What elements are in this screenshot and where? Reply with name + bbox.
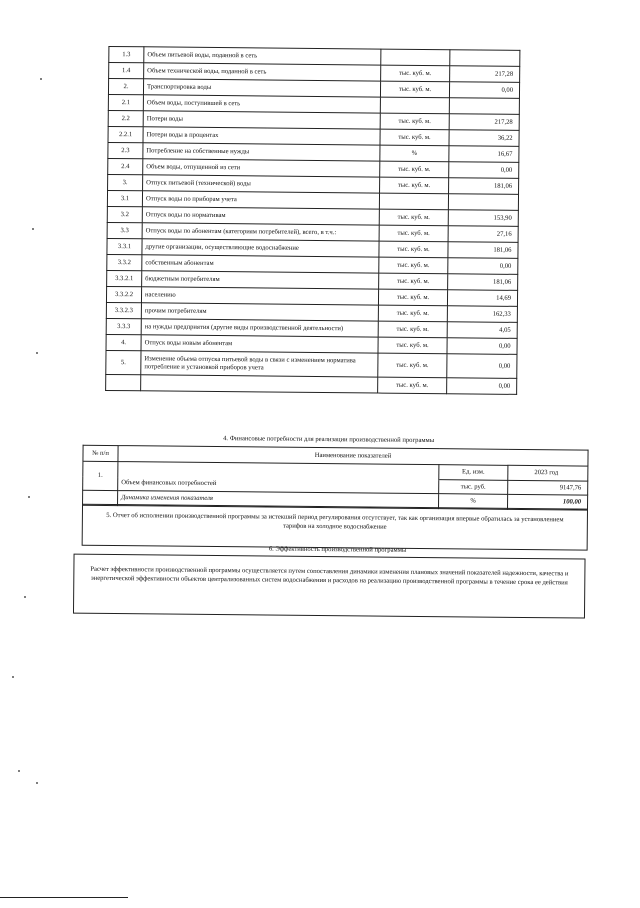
row-name: населению (141, 287, 378, 305)
row-value: 14,69 (447, 290, 517, 307)
row-unit: тыс. куб. м. (378, 353, 447, 378)
row-name: Объем технической воды, поданной в сеть (144, 63, 381, 81)
fin-row-value: 100,00 (507, 494, 587, 510)
scan-speck (32, 228, 34, 230)
row-number: 2.2 (108, 110, 143, 126)
row-name (141, 375, 378, 393)
row-value: 162,33 (447, 306, 517, 323)
section6-box (73, 554, 586, 619)
row-name: Отпуск воды по нормативам (142, 207, 379, 225)
fin-row-unit: тыс. руб. (439, 480, 508, 495)
row-unit: тыс. куб. м. (380, 81, 449, 98)
section4-title: 4. Финансовые потребности для реализации производственной программы (223, 435, 435, 445)
header-num: № п/п (83, 445, 118, 461)
section5-text: 5. Отчет об исполнении производственной программы за истекший период регулирования отсутствует, так как организация впервые обратилась за установлением тарифов на холодное водоснабжение (106, 511, 564, 531)
row-unit: тыс. куб. м. (379, 241, 448, 258)
row-value: 153,90 (448, 210, 518, 227)
row-unit (381, 49, 450, 66)
row-name: бюджетным потребителям (142, 271, 379, 289)
row-name: Транспортировка воды (143, 79, 380, 97)
row-name: прочим потребителям (141, 303, 378, 321)
row-value: 0,00 (449, 162, 519, 179)
section6-text: Расчет эффективности производственной программы осуществляется путем сопоставления динамики изменения плановых значений показателей надежности, качества и энергетической эффективности объектов централизованных систем водоснабжения и расходов на реализацию производственной программы в течение срока ее действия (90, 565, 569, 587)
scan-speck (12, 676, 14, 678)
page-bottom-rule (0, 897, 128, 898)
row-number: 1.4 (109, 62, 144, 78)
row-unit: тыс. куб. м. (380, 177, 449, 194)
row-number: 3.3.1 (107, 238, 142, 254)
row-unit: тыс. куб. м. (380, 129, 449, 146)
row-number: 2.2.1 (108, 126, 143, 142)
row-value (450, 50, 520, 67)
row-unit (379, 193, 448, 210)
fin-row-name: Динамика изменения показателя (118, 491, 439, 509)
row-name: Потери воды (143, 111, 380, 129)
row-name: Объем воды, поступившей в сеть (143, 95, 380, 113)
row-value: 36,22 (449, 130, 519, 147)
fin-row-unit: % (439, 494, 508, 510)
financial-needs-table (82, 445, 589, 511)
header-name: Наименование показателей (118, 446, 588, 467)
row-number: 3.3 (107, 222, 142, 238)
row-name: Отпуск питьевой (технической) воды (143, 175, 380, 193)
row-unit: тыс. куб. м. (379, 225, 448, 242)
row-name: Отпуск воды новым абонентам (141, 335, 378, 353)
scan-speck (24, 596, 26, 598)
row-value: 27,16 (448, 226, 518, 243)
row-unit: тыс. куб. м. (379, 257, 448, 274)
row-value (448, 194, 518, 211)
row-number: 3.1 (107, 190, 142, 206)
row-unit: % (380, 145, 449, 162)
scan-speck (18, 770, 20, 772)
row-number (106, 374, 141, 390)
row-value: 0,00 (447, 354, 517, 379)
row-name: Отпуск воды по приборам учета (142, 191, 379, 209)
row-unit: тыс. куб. м. (379, 273, 448, 290)
row-value: 181,06 (449, 178, 519, 195)
header-year: 2023 год (508, 465, 588, 481)
row-name: Объем питьевой воды, поданной в сеть (144, 47, 381, 65)
scan-speck (40, 78, 42, 80)
row-value: 0,00 (448, 258, 518, 275)
row-number: 3.3.2 (107, 254, 142, 270)
row-value: 16,67 (449, 146, 519, 163)
row-unit: тыс. куб. м. (380, 161, 449, 178)
row-name: на нужды предприятия (другие виды производственной деятельности) (141, 319, 378, 337)
scan-speck (36, 352, 38, 354)
row-value: 181,06 (448, 274, 518, 291)
row-unit: тыс. куб. м. (378, 305, 447, 322)
section6-title: 6. Эффективность производственной программы (268, 545, 407, 554)
fin-row-value: 9147,76 (508, 480, 588, 495)
row-number: 2.3 (108, 142, 143, 158)
water-balance-table (105, 46, 520, 395)
row-number: 3.3.2.2 (106, 286, 141, 302)
row-number: 3.2 (107, 206, 142, 222)
row-value: 217,28 (449, 114, 519, 131)
row-number: 1.3 (109, 46, 144, 62)
scan-speck (36, 782, 38, 784)
row-unit: тыс. куб. м. (378, 377, 447, 394)
row-name: Объем воды, отпущенной из сети (143, 159, 380, 177)
row-value (449, 98, 519, 115)
row-number: 3.3.2.1 (107, 270, 142, 286)
header-unit: Ед. изм. (439, 465, 508, 481)
row-value: 0,00 (447, 338, 517, 355)
row-name: Потребление на собственные нужды (143, 143, 380, 161)
row-name: собственным абонентам (142, 255, 379, 273)
row-number: 3.3.2.3 (106, 302, 141, 318)
row-number: 2.4 (108, 158, 143, 174)
row-name: другие организации, осуществляющие водоснабжение (142, 239, 379, 257)
row-unit: тыс. куб. м. (378, 337, 447, 354)
row-unit: тыс. куб. м. (380, 113, 449, 130)
fin-row-num: 1. (83, 461, 118, 490)
row-value: 4,05 (447, 322, 517, 339)
row-name: Потери воды в процентах (143, 127, 380, 145)
row-number: 3.3.3 (106, 318, 141, 334)
scan-speck (28, 496, 30, 498)
row-unit (380, 97, 449, 114)
row-unit: тыс. куб. м. (381, 65, 450, 82)
fin-row-name: Объем финансовых потребностей (118, 477, 439, 494)
row-number: 5. (106, 350, 141, 374)
row-number: 2.1 (108, 94, 143, 110)
row-unit: тыс. куб. м. (378, 289, 447, 306)
row-value: 0,00 (449, 82, 519, 99)
table-row (106, 374, 517, 394)
row-value: 0,00 (447, 378, 517, 395)
row-value: 217,28 (450, 66, 520, 83)
row-number: 4. (106, 334, 141, 350)
row-unit: тыс. куб. м. (378, 321, 447, 338)
row-name: Отпуск воды по абонентам (категориям потребителей), всего, в т.ч.: (142, 223, 379, 241)
row-value: 181,06 (448, 242, 518, 259)
row-number: 3. (108, 174, 143, 190)
row-number: 2. (108, 78, 143, 94)
row-unit: тыс. куб. м. (379, 209, 448, 226)
row-name: Изменение объема отпуска питьевой воды в связи с изменением норматива потребление и установкой приборов учета (141, 351, 378, 377)
